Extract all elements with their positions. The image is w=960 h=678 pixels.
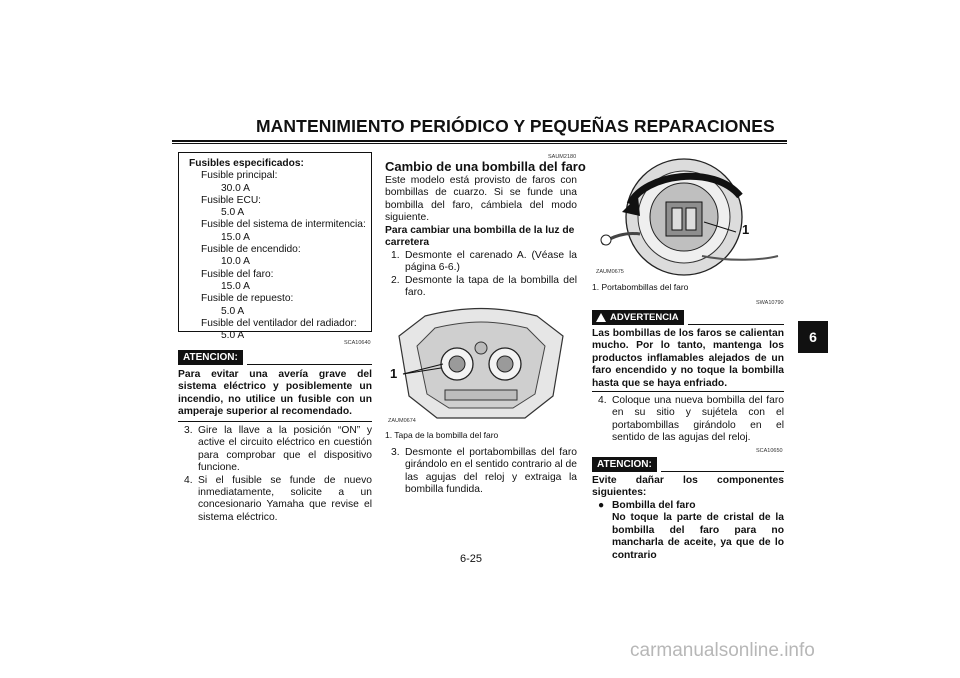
section-code: SAUM2180 — [548, 154, 577, 160]
step-number: 3. — [391, 447, 400, 458]
warning-header — [592, 310, 784, 325]
step-text: Coloque una nueva bombilla del faro en su sitio y sujétela con el portabombillas girándolo en el sentido de las agujas del reloj. — [612, 395, 784, 444]
caution-code: SCA10650 — [756, 448, 783, 454]
bullet-title: Bombilla del faro — [612, 500, 696, 511]
headlight-figure — [385, 306, 577, 426]
page-number: 6-25 — [460, 553, 483, 565]
step-item — [184, 425, 372, 475]
warning-rule — [688, 324, 784, 325]
step-text: Desmonte la tapa de la bombilla del faro. — [405, 274, 577, 299]
fuse-value: 15.0 A — [221, 231, 250, 243]
col2-steps-after — [391, 447, 577, 497]
step-number: 4. — [184, 474, 193, 486]
warning-code: SWA10790 — [756, 300, 784, 306]
fuse-spec-list — [189, 170, 371, 342]
bulb-holder-illustration — [592, 152, 784, 277]
caution-header — [592, 457, 784, 472]
figure-callout: 1 — [390, 366, 398, 381]
fuse-value: 15.0 A — [221, 280, 250, 292]
col3-steps — [598, 395, 784, 445]
fuse-spec-box — [178, 152, 372, 342]
bullet-icon: ● — [598, 500, 605, 511]
watermark: carmanualsonline.info — [630, 640, 815, 661]
step-text: Si el fusible se funde de nuevo inmediatamente, solicite a un concesionario Yamaha que revise el sistema eléctrico. — [198, 474, 372, 523]
step-number: 2. — [391, 274, 400, 286]
col2-steps — [391, 250, 577, 300]
bulb-holder-figure — [592, 152, 784, 277]
warning-end-rule — [592, 391, 784, 392]
step-text: Desmonte el carenado A. (Véase la página 6-6.) — [405, 250, 577, 274]
step-item — [184, 475, 372, 525]
sub-heading: Para cambiar una bombilla de la luz de carretera — [385, 225, 575, 249]
fuse-spec-heading: Fusibles especificados: — [189, 158, 304, 169]
fuse-label: Fusible del sistema de intermitencia: — [201, 219, 366, 231]
fuse-label: Fusible de repuesto: — [201, 293, 294, 305]
step-number: 1. — [391, 250, 400, 261]
figure-code: ZAUM0674 — [388, 418, 416, 424]
bullet-item — [598, 500, 784, 562]
header-rule — [172, 140, 787, 142]
step-item — [391, 275, 577, 300]
section-intro: Este modelo está provisto de faros con bombillas de cuarzo. Si se funde una bombilla del faro, cámbiela del modo siguiente. — [385, 175, 577, 224]
col1-steps — [184, 425, 372, 524]
caution-text: Evite dañar los componentes siguientes: — [592, 475, 784, 499]
caution-text: Para evitar una avería grave del sistema eléctrico y posiblemente un incendio, no utilice un fusible con un amperaje superior al recomendado. — [178, 369, 372, 418]
caution-header — [178, 350, 372, 365]
warning-text: Las bombillas de los faros se calientan mucho. Por lo tanto, mantenga los productos inflamables alejados de un faro encendido y no toque la bombilla hasta que se haya enfriado. — [592, 328, 784, 389]
step-item — [391, 250, 577, 275]
fuse-value: 10.0 A — [221, 256, 250, 268]
step-number: 4. — [598, 395, 607, 406]
fuse-value: 5.0 A — [221, 330, 245, 342]
fuse-value: 5.0 A — [221, 305, 245, 317]
caution-label: ATENCION: — [178, 350, 243, 365]
fuse-label: Fusible de encendido: — [201, 244, 301, 256]
fuse-label: Fusible ECU: — [201, 194, 262, 206]
step-item — [391, 447, 577, 497]
step-number: 3. — [184, 425, 193, 436]
warning-label: ADVERTENCIA — [610, 312, 679, 323]
figure-callout: 1 — [742, 222, 750, 237]
bullet-text: No toque la parte de cristal de la bombilla del faro para no mancharla de aceite, ya que de lo contrario — [612, 512, 784, 561]
headlight-cover-illustration — [385, 306, 577, 426]
chapter-tab[interactable]: 6 — [798, 321, 828, 353]
fuse-value: 30.0 A — [221, 182, 250, 194]
fuse-label: Fusible principal: — [201, 170, 278, 182]
figure-code: ZAUM0675 — [596, 269, 624, 275]
figure-caption: 1. Tapa de la bombilla del faro — [385, 430, 499, 440]
warning-badge — [592, 310, 684, 325]
step-text: Gire la llave a la posición “ON” y active el circuito eléctrico en cuestión para comprobar que el dispositivo funcione. — [198, 425, 372, 474]
section-title: Cambio de una bombilla del faro — [385, 159, 586, 174]
fuse-label: Fusible del faro: — [201, 268, 274, 280]
warning-triangle-icon — [596, 313, 606, 322]
caution-rule — [247, 364, 372, 365]
step-item — [598, 395, 784, 445]
fuse-label: Fusible del ventilador del radiador: — [201, 317, 357, 329]
step-text: Desmonte el portabombillas del faro girándolo en el sentido contrario al de las agujas del reloj y extraiga la bombilla fundida. — [405, 447, 577, 496]
caution-code: SCA10640 — [344, 340, 371, 346]
caution-end-rule — [178, 421, 372, 422]
caution-label: ATENCION: — [592, 457, 657, 472]
page-title: MANTENIMIENTO PERIÓDICO Y PEQUEÑAS REPARACIONES — [256, 116, 775, 136]
header-rule-thin — [172, 143, 787, 144]
caution-rule — [661, 471, 784, 472]
figure-caption: 1. Portabombillas del faro — [592, 282, 689, 292]
fuse-value: 5.0 A — [221, 207, 245, 219]
